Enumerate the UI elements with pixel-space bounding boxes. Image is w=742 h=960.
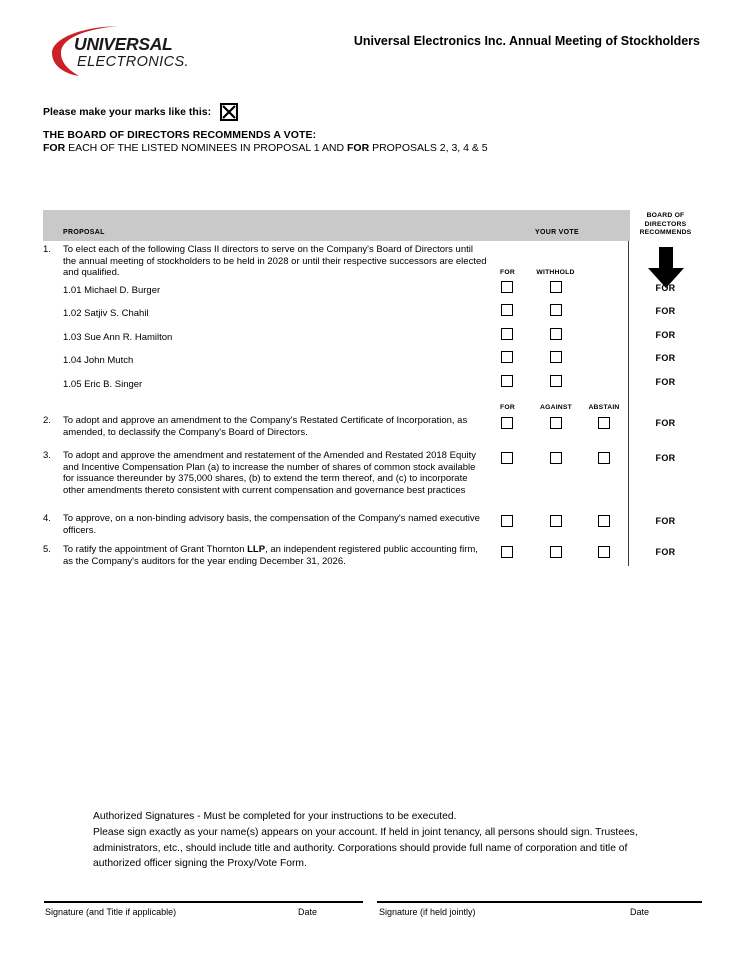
proposal-3-text: To adopt and approve the amendment and restatement of the Amended and Restated 2018 Equity and Incentive Compensation Plan (a) to increase the number of shares of common stock available for issuance thereunder by 375,000 shares, (b) to extend the term thereof, and (c) to incorporate other amendments thereto consistent with current compensation and governance best practices <box>63 450 477 496</box>
recommend-nominee-1: FOR <box>655 283 676 293</box>
proposal-1 <box>43 244 488 279</box>
recommends-header-line2: DIRECTORS <box>644 220 687 228</box>
checkbox-p4-for[interactable] <box>501 515 513 527</box>
logo-line2: ELECTRONICS. <box>77 54 189 70</box>
checkbox-p4-abstain[interactable] <box>598 515 610 527</box>
proposal-5 <box>43 544 488 567</box>
nominee-5-label: 1.05 Eric B. Singer <box>63 379 143 390</box>
recommend-nominee-5: FOR <box>655 377 676 387</box>
proposal-4 <box>43 513 488 536</box>
rec-part-0: FOR <box>43 142 66 154</box>
p5-part-1: LLP <box>247 544 266 555</box>
recommend-p4: FOR <box>655 516 676 526</box>
proposal-2 <box>43 415 488 438</box>
nominee-2-label: 1.02 Satjiv S. Chahil <box>63 308 149 319</box>
checkbox-p2-abstain[interactable] <box>598 417 610 429</box>
checkbox-p3-for[interactable] <box>501 452 513 464</box>
p5-part-0: To ratify the appointment of Grant Thornton <box>63 544 248 555</box>
marks-label: Please make your marks like this: <box>43 106 212 118</box>
logo-line1: UNIVERSAL <box>74 34 173 54</box>
recommend-p5: FOR <box>655 547 676 557</box>
board-recommends-line <box>43 142 488 154</box>
board-recommends-heading: THE BOARD OF DIRECTORS RECOMMENDS A VOTE: <box>43 129 317 141</box>
proposal-4-number: 4. <box>43 513 51 524</box>
checkbox-nominee-3-for[interactable] <box>501 328 513 340</box>
checkbox-p2-against[interactable] <box>550 417 562 429</box>
column-label-for-p1: FOR <box>500 269 515 276</box>
column-header-board-recommends <box>629 212 702 238</box>
rec-part-2: FOR <box>347 142 370 154</box>
column-label-for: FOR <box>500 404 515 411</box>
checkbox-nominee-3-withhold[interactable] <box>550 328 562 340</box>
nominee-4-label: 1.04 John Mutch <box>63 355 134 366</box>
proposal-4-text: To approve, on a non-binding advisory basis, the compensation of the Company's named executive officers. <box>63 513 480 536</box>
proposals-table <box>43 210 703 572</box>
checkbox-nominee-5-withhold[interactable] <box>550 375 562 387</box>
recommend-nominee-3: FOR <box>655 330 676 340</box>
checkbox-p5-abstain[interactable] <box>598 546 610 558</box>
checkbox-p2-for[interactable] <box>501 417 513 429</box>
proposal-3 <box>43 450 488 496</box>
recommends-header-line3: RECOMMENDS <box>639 229 692 237</box>
column-label-withhold: WITHHOLD <box>536 269 575 276</box>
nominee-1-label: 1.01 Michael D. Burger <box>63 285 161 296</box>
marks-instruction <box>43 103 238 121</box>
recommend-p3: FOR <box>655 453 676 463</box>
checkbox-nominee-4-withhold[interactable] <box>550 351 562 363</box>
column-label-against: AGAINST <box>540 404 572 411</box>
authorized-signatures-line1: Authorized Signatures - Must be completed for your instructions to be executed. <box>93 811 457 822</box>
rec-part-3: PROPOSALS 2, 3, 4 & 5 <box>369 142 488 154</box>
checkbox-nominee-4-for[interactable] <box>501 351 513 363</box>
proposal-5-text <box>63 544 488 567</box>
rec-part-1: EACH OF THE LISTED NOMINEES IN PROPOSAL 1 AND <box>65 142 347 154</box>
column-label-abstain: ABSTAIN <box>588 404 620 411</box>
checkbox-nominee-1-for[interactable] <box>501 281 513 293</box>
authorized-signatures-paragraph <box>93 809 659 872</box>
recommend-p2: FOR <box>655 418 676 428</box>
recommend-nominee-4: FOR <box>655 353 676 363</box>
column-header-proposal: PROPOSAL <box>63 229 105 236</box>
column-header-your-vote: YOUR VOTE <box>535 229 579 236</box>
down-arrow-icon <box>648 247 684 288</box>
signature-joint-label: Signature (if held jointly) <box>379 907 476 917</box>
recommend-nominee-2: FOR <box>655 306 676 316</box>
checkbox-p5-for[interactable] <box>501 546 513 558</box>
logo-swoosh-icon <box>48 25 200 81</box>
p5-part-2: , an independent registered public accounting firm, as the Company's auditors for the year ending December 31, 2026. <box>63 544 478 567</box>
sample-marked-checkbox-icon <box>220 103 238 121</box>
checkbox-p5-against[interactable] <box>550 546 562 558</box>
checkbox-p4-against[interactable] <box>550 515 562 527</box>
proposal-1-text: To elect each of the following Class II directors to serve on the Company's Board of Directors until the annual meeting of stockholders to be held in 2028 or until their respective successors are elected and qualified. <box>63 244 487 279</box>
date-primary-label: Date <box>298 907 318 917</box>
checkbox-nominee-1-withhold[interactable] <box>550 281 562 293</box>
proposal-3-number: 3. <box>43 450 51 461</box>
proposal-1-number: 1. <box>43 244 51 255</box>
recommends-header-line1: BOARD OF <box>646 212 685 219</box>
checkbox-nominee-5-for[interactable] <box>501 375 513 387</box>
authorized-signatures-line2: Please sign exactly as your name(s) appears on your account. If held in joint tenancy, all persons should sign. Trustees, administrators, etc., should include title and authority. Corporations should provide full name of corporation and title of authorized officer signing the Proxy/Vote Form. <box>93 826 638 870</box>
company-logo <box>48 25 200 86</box>
checkbox-p3-abstain[interactable] <box>598 452 610 464</box>
checkbox-p3-against[interactable] <box>550 452 562 464</box>
proposal-2-number: 2. <box>43 415 51 426</box>
table-header-bar <box>43 210 630 241</box>
page-title: Universal Electronics Inc. Annual Meeting of Stockholders <box>353 34 700 48</box>
proposal-2-text: To adopt and approve an amendment to the Company's Restated Certificate of Incorporation, as amended, to declassify the Company's Board of Directors. <box>63 415 468 438</box>
checkbox-nominee-2-withhold[interactable] <box>550 304 562 316</box>
nominee-3-label: 1.03 Sue Ann R. Hamilton <box>63 332 173 343</box>
signature-primary-label: Signature (and Title if applicable) <box>45 907 177 917</box>
checkbox-nominee-2-for[interactable] <box>501 304 513 316</box>
date-joint-label: Date <box>630 907 650 917</box>
proposal-5-number: 5. <box>43 544 51 555</box>
